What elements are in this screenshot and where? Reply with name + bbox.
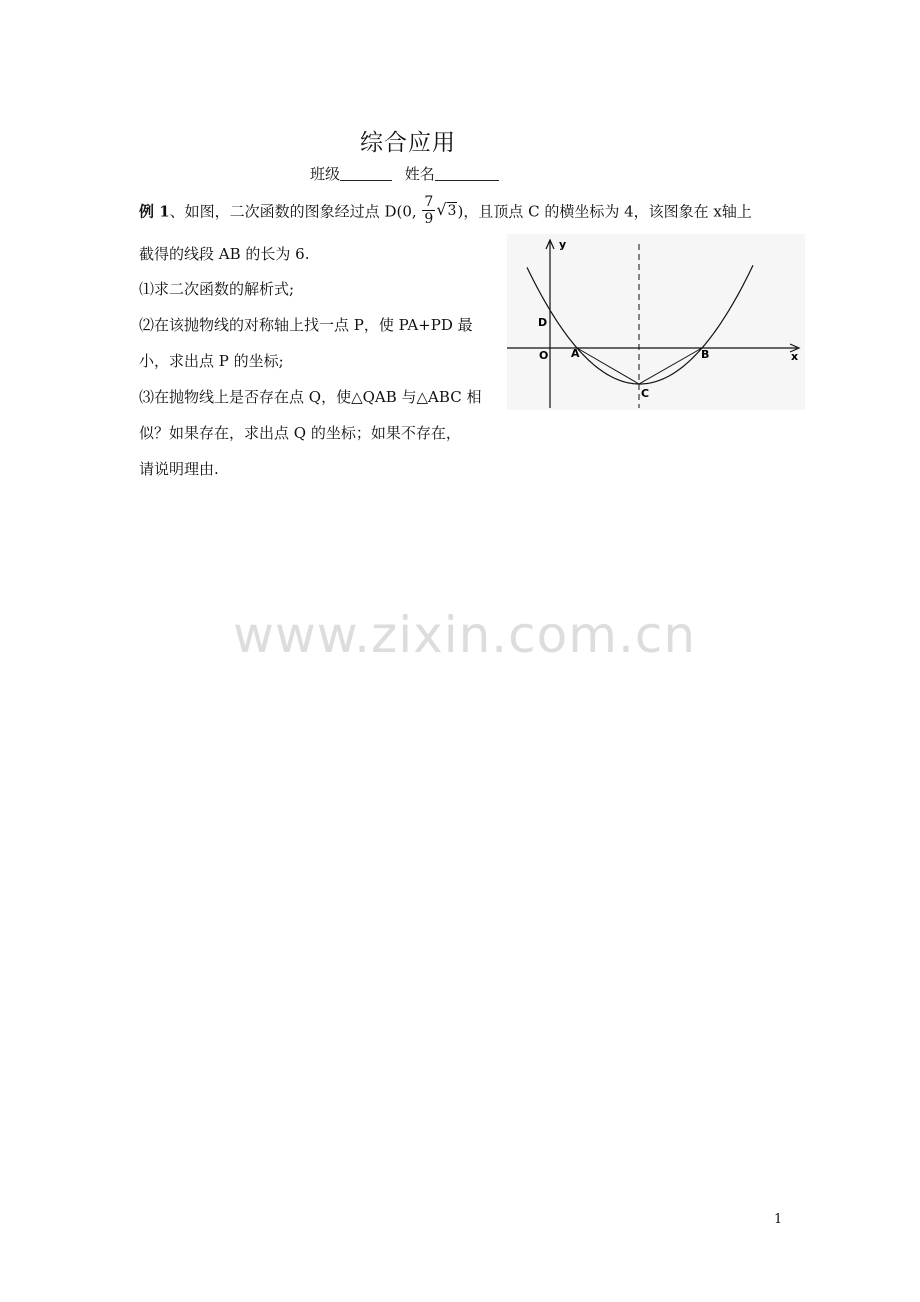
square-root [436, 200, 457, 221]
example-line-2: 截得的线段 AB 的长为 6. [139, 245, 310, 263]
radical-sign-icon: √ [436, 200, 447, 219]
radicand: 3 [447, 203, 457, 219]
fraction-numerator: 7 [424, 194, 434, 210]
class-label: 班级 [310, 165, 341, 183]
question-3-line-1: ⑶在抛物线上是否存在点 Q，使△QAB 与△ABC 相 [139, 388, 482, 406]
point-c-label: C [641, 387, 650, 400]
question-1: ⑴求二次函数的解析式; [139, 280, 295, 298]
question-2-line-2: 小，求出点 P 的坐标; [139, 352, 284, 370]
parabola-figure [507, 234, 805, 410]
name-label: 姓名 [404, 165, 435, 183]
question-3-line-3: 请说明理由. [139, 460, 219, 478]
point-a-label: A [571, 347, 580, 360]
example-intro-text-a: 、如图，二次函数的图象经过点 D(0, [169, 202, 417, 221]
name-blank[interactable] [435, 165, 499, 181]
example-heading: 例 1 [139, 202, 170, 221]
y-axis-label: y [559, 238, 567, 251]
origin-label: O [539, 349, 549, 362]
point-d-label: D [538, 316, 548, 329]
page-number: 1 [774, 1212, 783, 1227]
fraction [422, 194, 435, 227]
example-intro-text-b: )，且顶点 C 的横坐标为 4，该图象在 x轴上 [457, 202, 752, 221]
question-3-line-2: 似？如果存在，求出点 Q 的坐标；如果不存在， [139, 424, 461, 442]
page-title: 综合应用 [360, 130, 456, 156]
example-intro-line [139, 196, 789, 229]
class-blank[interactable] [340, 165, 392, 181]
student-info-line [310, 163, 499, 184]
question-2-line-1: ⑵在该抛物线的对称轴上找一点 P，使 PA+PD 最 [139, 316, 473, 334]
parabola-diagram [507, 234, 805, 410]
point-b-label: B [701, 348, 710, 361]
fraction-denominator: 9 [424, 211, 434, 227]
x-axis-label: x [791, 350, 799, 363]
watermark: www.zixin.com.cn [233, 606, 697, 664]
